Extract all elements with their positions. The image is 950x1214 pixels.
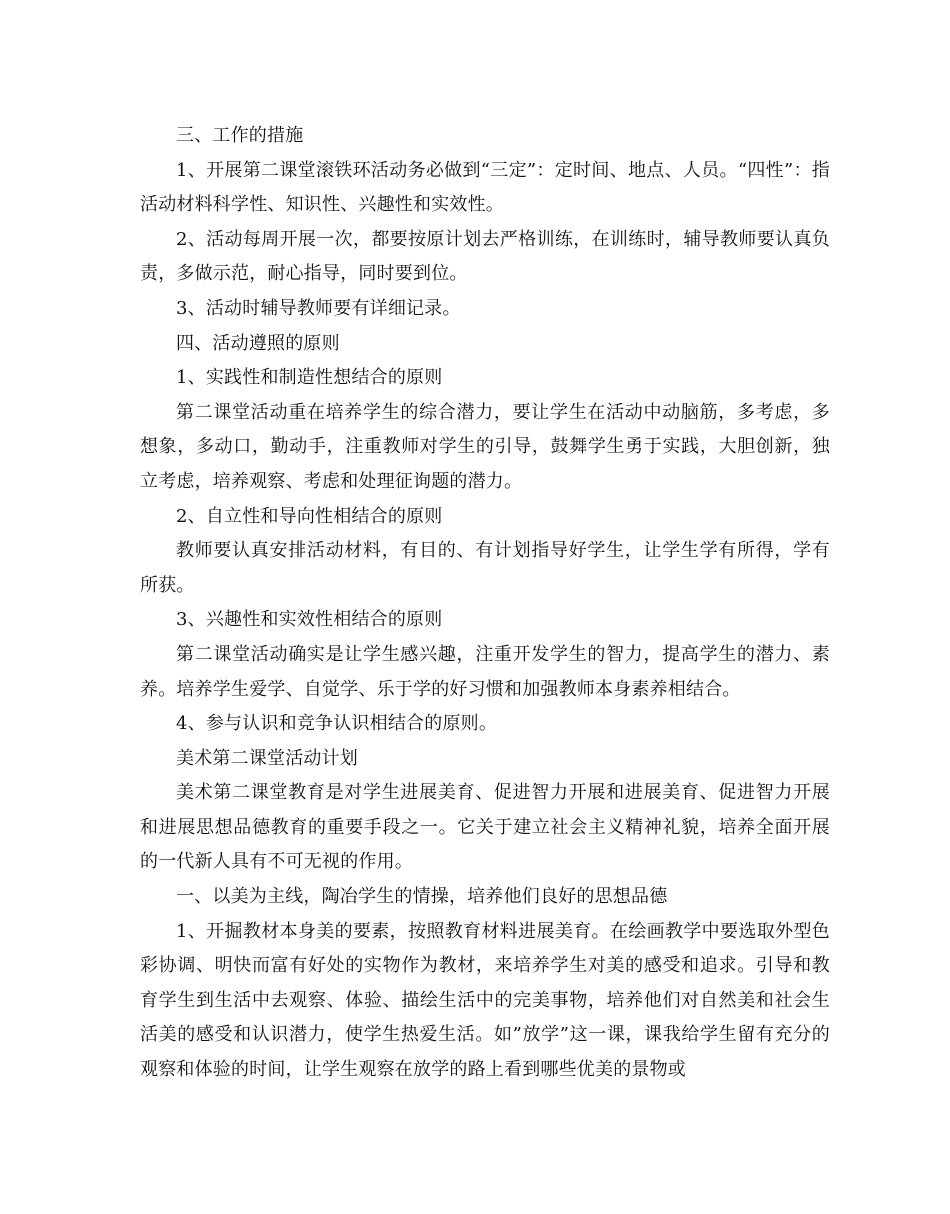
- paragraph: 2、活动每周开展一次，都要按原计划去严格训练，在训练时，辅导教师要认真负责，多做示范，耐心指导，同时要到位。: [140, 228, 830, 285]
- section-heading-aesthetic: 一、以美为主线，陶冶学生的情操，培养他们良好的思想品德: [176, 886, 668, 908]
- paragraph: 1、开掘教材本身美的要素，按照教育材料进展美育。在绘画教学中要选取外型色彩协调、明快而富有好处的实物作为教材，来培养学生对美的感受和追求。引导和教育学生到生活中去观察、体验、描绘生活中的完美事物，培养他们对自然美和社会生活美的感受和认识潜力，使学生热爱生活。如”放学”这一课，课我给学生留有充分的观察和体验的时间，让学生观察在放学的路上看到哪些优美的景物或: [140, 920, 830, 1081]
- paragraph: 1、开展第二课堂滚铁环活动务必做到“三定”：定时间、地点、人员。“四性”：指活动材料科学性、知识性、兴趣性和实效性。: [140, 159, 830, 216]
- subheading: 4、参与认识和竞争认识相结合的原则。: [176, 713, 498, 735]
- paragraph: 3、活动时辅导教师要有详细记录。: [176, 297, 461, 319]
- subheading: 3、兴趣性和实效性相结合的原则: [176, 609, 443, 631]
- paragraph: 美术第二课堂教育是对学生进展美育、促进智力开展和进展美育、促进智力开展和进展思想品德教育的重要手段之一。它关于建立社会主义精神礼貌，培养全面开展的一代新人具有不可无视的作用。: [140, 782, 830, 873]
- section-heading-measures: 三、工作的措施: [176, 125, 304, 146]
- section-heading-principles: 四、活动遵照的原则: [176, 332, 340, 354]
- document-body: [140, 119, 830, 1088]
- paragraph: 第二课堂活动确实是让学生感兴趣，注重开发学生的智力，提高学生的潜力、素养。培养学生爱学、自觉学、乐于学的好习惯和加强教师本身素养相结合。: [140, 643, 830, 700]
- paragraph: 教师要认真安排活动材料，有目的、有计划指导好学生，让学生学有所得，学有所获。: [140, 540, 830, 596]
- subheading: 1、实践性和制造性想结合的原则: [176, 367, 443, 389]
- paragraph: 第二课堂活动重在培养学生的综合潜力，要让学生在活动中动脑筋，多考虑，多想象，多动口，勤动手，注重教师对学生的引导，鼓舞学生勇于实践，大胆创新，独立考虑，培养观察、考虑和处理征询题的潜力。: [140, 401, 830, 492]
- subheading: 2、自立性和导向性相结合的原则: [176, 505, 443, 527]
- section-title-art-plan: 美术第二课堂活动计划: [176, 747, 358, 769]
